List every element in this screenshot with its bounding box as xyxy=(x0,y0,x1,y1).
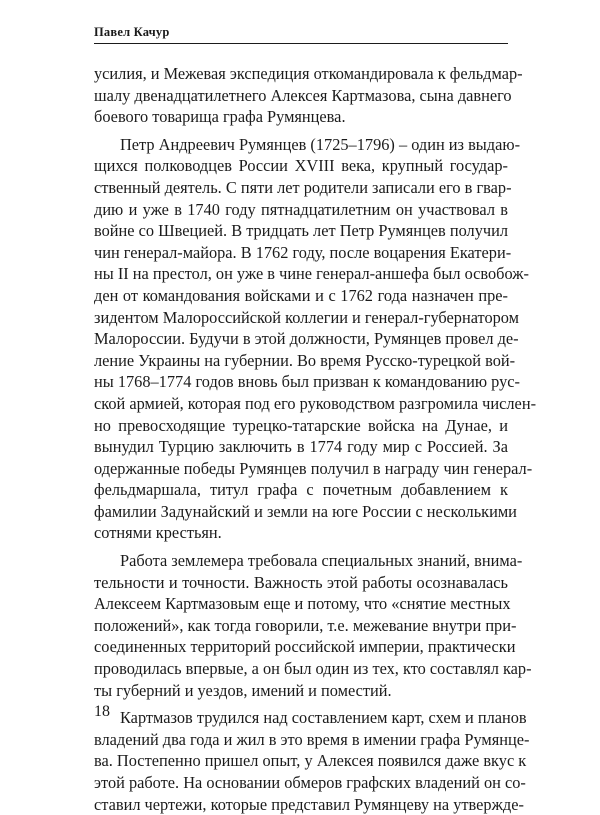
text-line: соединенных территорий российской империи, практически xyxy=(94,637,516,657)
page-number: 18 xyxy=(94,703,110,720)
text-line: Работа землемера требовала специальных знаний, внима- xyxy=(120,551,523,571)
text-line: ственный деятель. С пяти лет родители записали его в гвар- xyxy=(94,177,512,197)
text-line: Алексеем Картмазовым еще и потому, что «снятие местных xyxy=(94,594,511,614)
body-text xyxy=(94,63,537,815)
text-line: зидентом Малороссийской коллегии и генерал-губернатором xyxy=(94,307,520,327)
text-line: ден от командования войсками и с 1762 года назначен пре- xyxy=(94,285,508,305)
text-line: ставил чертежи, которые представил Румянцеву на утвержде- xyxy=(94,794,524,814)
text-line: боевого товарища графа Румянцева. xyxy=(94,107,346,127)
text-line: ской армией, которая под его руководством разгромила числен- xyxy=(94,393,537,413)
text-line: Петр Андреевич Румянцев (1725–1796) – один из выдаю- xyxy=(120,134,521,154)
text-line: щихся полководцев России XVIII века, крупный государ- xyxy=(94,156,508,176)
text-line: тельности и точности. Важность этой работы осознавалась xyxy=(94,572,508,592)
text-line: сотнями крестьян. xyxy=(94,523,222,543)
text-line: фельдмаршала, титул графа с почетным добавлением к xyxy=(94,480,508,500)
text-line: войне со Швецией. В тридцать лет Петр Румянцев получил xyxy=(94,221,508,241)
text-line: дию и уже в 1740 году пятнадцатилетним он участвовал в xyxy=(94,199,508,219)
paragraph-3 xyxy=(94,550,532,701)
paragraph-4 xyxy=(94,707,530,815)
text-line: ны 1768–1774 годов вновь был призван к командованию рус- xyxy=(94,372,520,392)
text-line: шалу двенадцатилетнего Алексея Картмазова, сына давнего xyxy=(94,85,512,105)
text-line: ва. Постепенно пришел опыт, у Алексея появился даже вкус к xyxy=(94,751,527,771)
text-line: положений», как тогда говорили, т.е. межевание внутри при- xyxy=(94,615,517,635)
text-line: этой работе. На основании обмеров графских владений он со- xyxy=(94,773,526,792)
text-line: проводилась впервые, а он был один из тех, кто составлял кар- xyxy=(94,659,532,679)
running-head: Павел Качур xyxy=(94,25,170,39)
text-line: но превосходящие турецко-татарские войска на Дунае, и xyxy=(94,415,508,435)
text-line: ны II на престол, он уже в чине генерал-аншефа был освобож- xyxy=(94,264,529,284)
paragraph-1 xyxy=(94,63,523,128)
header-rule xyxy=(94,43,508,44)
text-line: ты губерний и уездов, имений и поместий. xyxy=(94,680,392,700)
text-line: владений два года и жил в это время в имении графа Румянце- xyxy=(94,729,530,749)
text-line: чин генерал-майора. В 1762 году, после воцарения Екатери- xyxy=(94,242,512,262)
text-line: ление Украины на губернии. Во время Русско-турецкой вой- xyxy=(94,350,516,370)
text-line: вынудил Турцию заключить в 1774 году мир с Россией. За xyxy=(94,437,508,457)
text-line: фамилии Задунайский и земли на юге России с несколькими xyxy=(94,501,517,521)
text-line: Картмазов трудился над составлением карт, схем и планов xyxy=(120,708,527,728)
text-line: одержанные победы Румянцев получил в награду чин генерал- xyxy=(94,458,533,478)
paragraph-2 xyxy=(94,134,537,544)
text-line: Малороссии. Будучи в этой должности, Румянцев провел де- xyxy=(94,329,519,349)
text-line: усилия, и Межевая экспедиция откомандировала к фельдмар- xyxy=(94,64,523,83)
